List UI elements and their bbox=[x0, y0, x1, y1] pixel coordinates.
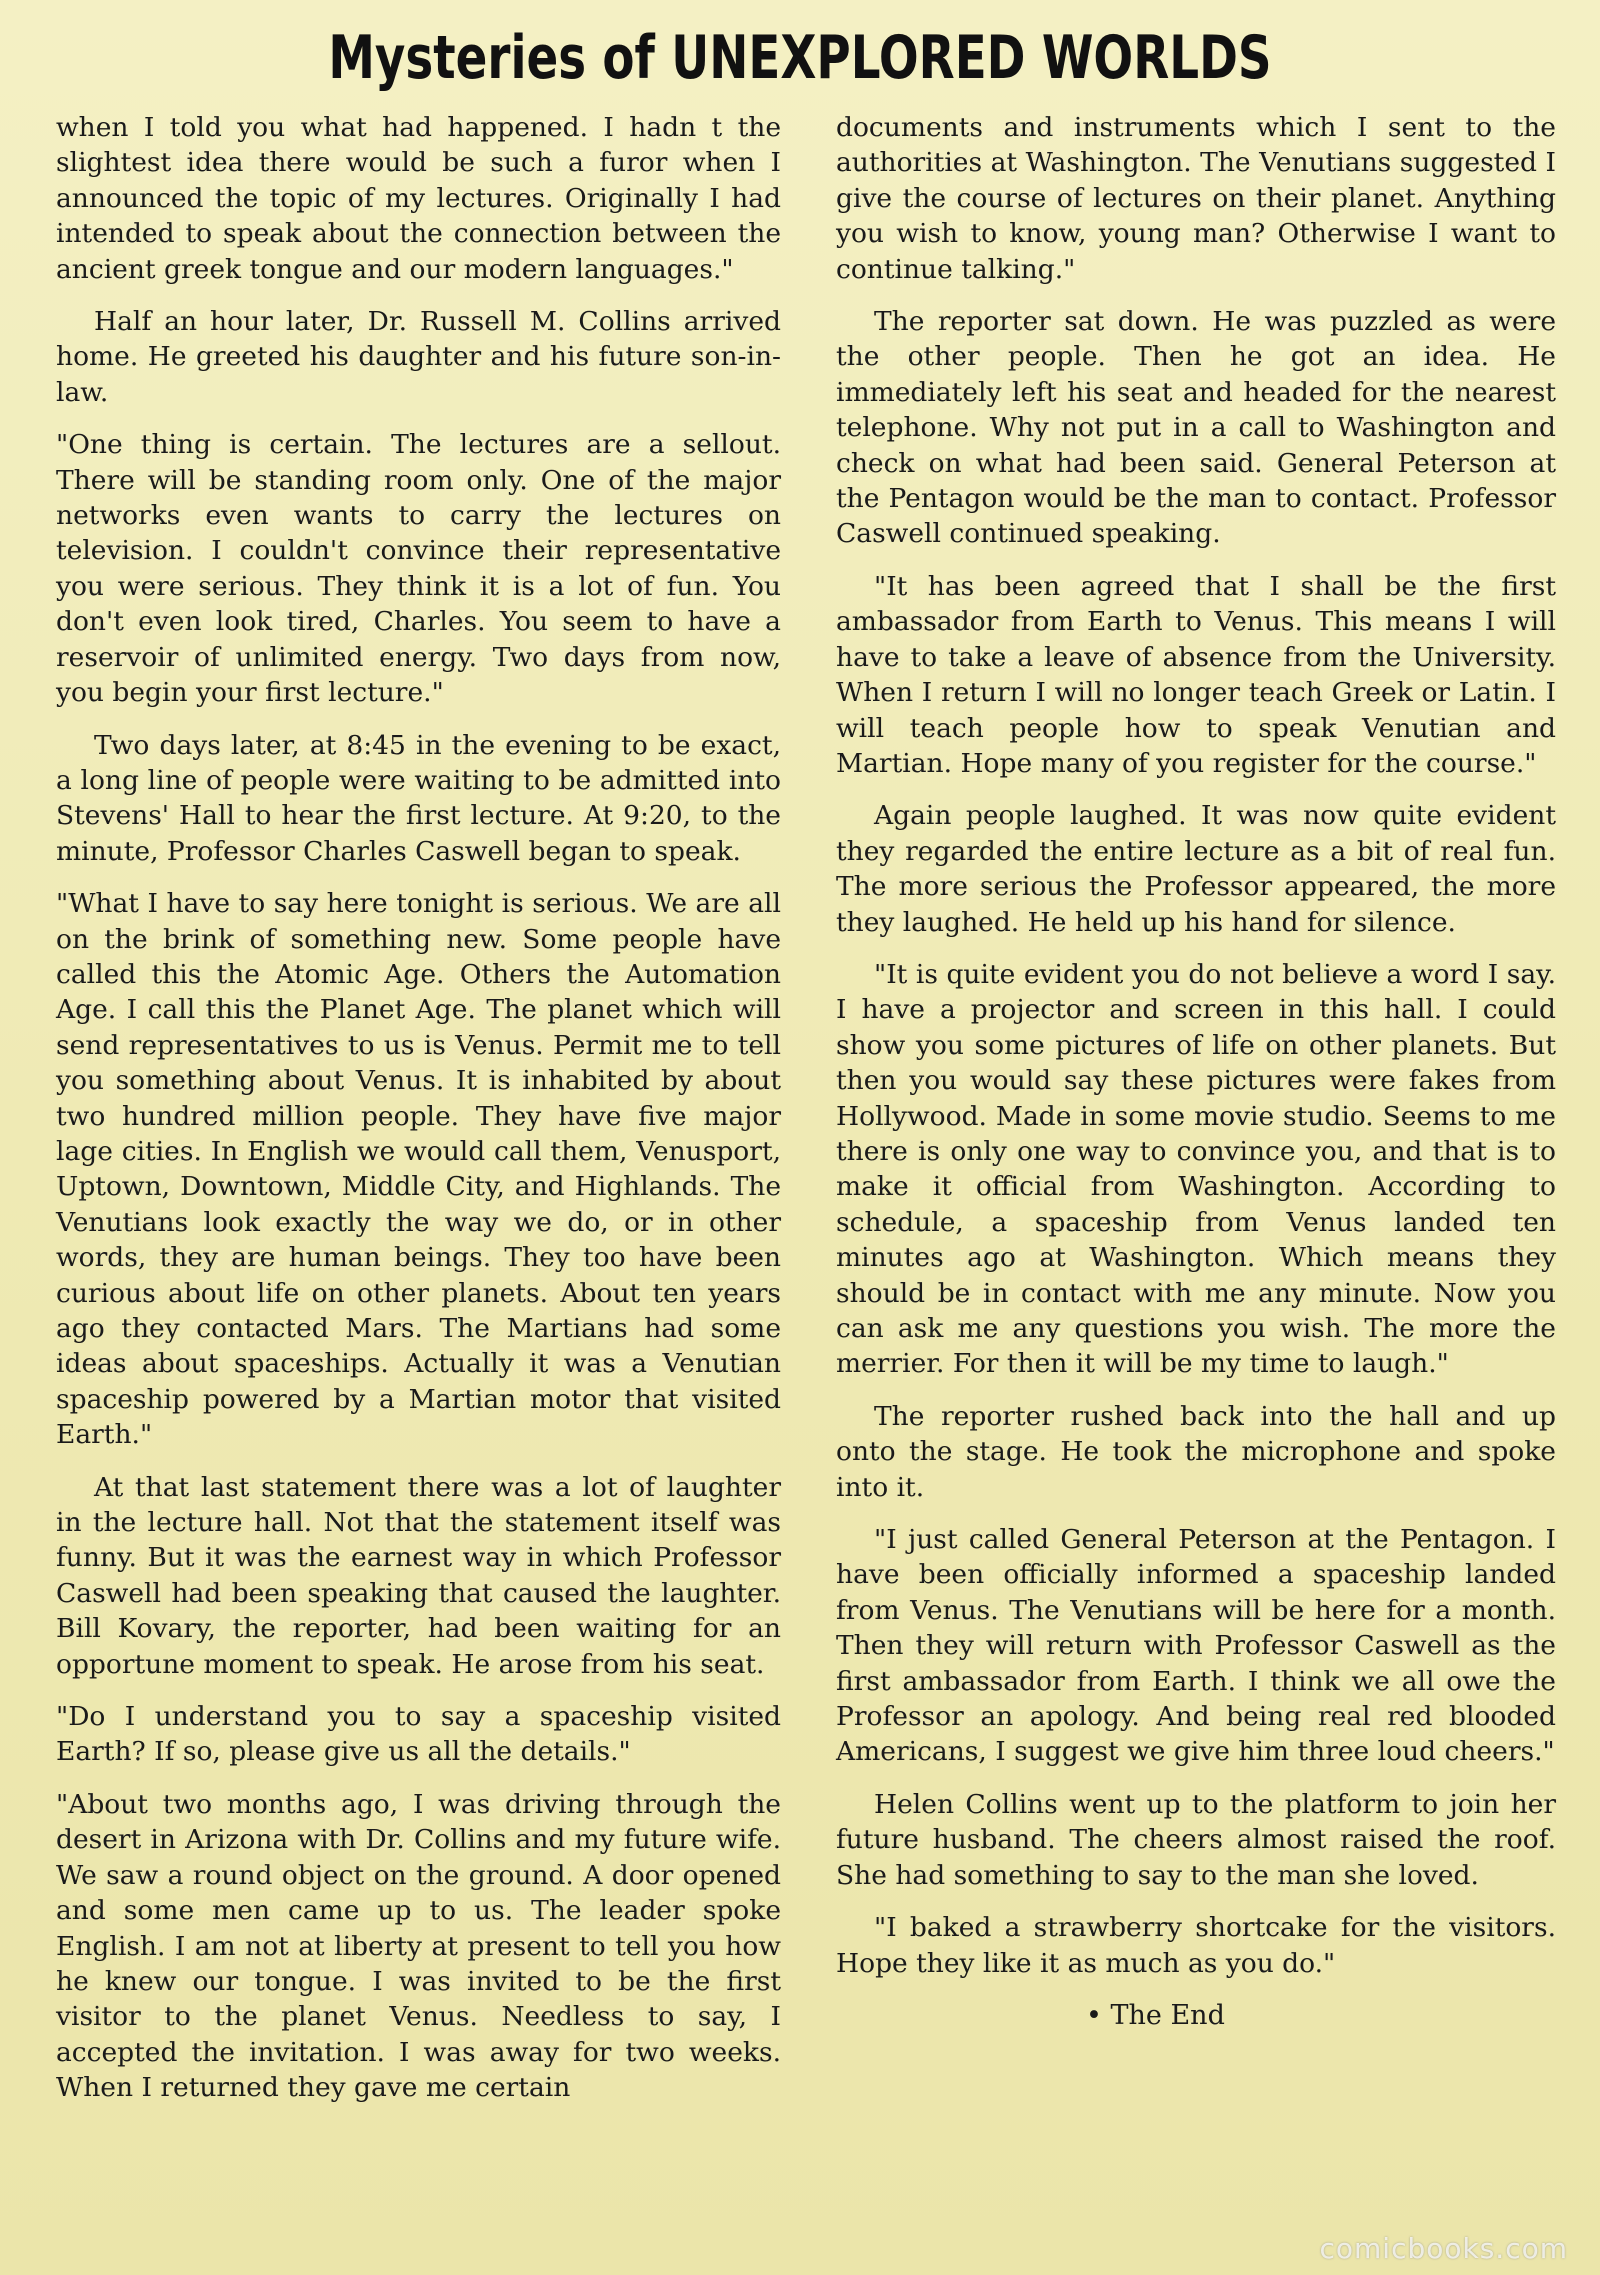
paragraph: "What I have to say here tonight is serious. We are all on the brink of something new. Some people have called this the Atomic Age. Others the Automation Age. I call this the Planet Age. The planet which will send representatives to us is Venus. Permit me to tell you something about Venus. It is inhabited by about two hundred million people. They have five major lage cities. In English we would call them, Venusport, Uptown, Downtown, Middle City, and Highlands. The Venutians look exactly the way we do, or in other words, they are human beings. They too have been curious about life on other planets. About ten years ago they contacted Mars. The Martians had some ideas about spaceships. Actually it was a Venutian spaceship powered by a Martian motor that visited Earth." bbox=[56, 888, 781, 1451]
right-column bbox=[836, 110, 1556, 2033]
paragraph: Helen Collins went up to the platform to join her future husband. The cheers almost raised the roof. She had something to say to the man she loved. bbox=[836, 1788, 1556, 1891]
left-column bbox=[56, 110, 781, 2123]
paragraph: At that last statement there was a lot of laughter in the lecture hall. Not that the statement itself was funny. But it was the earnest way in which Professor Caswell had been speaking that caused the laughter. Bill Kovary, the reporter, had been waiting for an opportune moment to speak. He arose from his seat. bbox=[56, 1471, 781, 1680]
paragraph: The reporter rushed back into the hall and up onto the stage. He took the microphone and spoke into it. bbox=[836, 1400, 1556, 1503]
the-end-marker: • The End bbox=[1086, 1999, 1225, 2031]
paragraph: when I told you what had happened. I hadn t the slightest idea there would be such a furor when I announced the topic of my lectures. Originally I had intended to speak about the connection between the ancient greek tongue and our modern languages." bbox=[56, 112, 781, 285]
paragraph: "One thing is certain. The lectures are a sellout. There will be standing room only. One of the major networks even wants to carry the lectures on television. I couldn't convince their representative you were serious. They think it is a lot of fun. You don't even look tired, Charles. You seem to have a reservoir of unlimited energy. Two days from now, you begin your first lecture." bbox=[56, 429, 781, 709]
paragraph: "It has been agreed that I shall be the first ambassador from Earth to Venus. This means I will have to take a leave of absence from the University. When I return I will no longer teach Greek or Latin. I will teach people how to speak Venutian and Martian. Hope many of you register for the course." bbox=[836, 570, 1556, 779]
paragraph: Half an hour later, Dr. Russell M. Collins arrived home. He greeted his daughter and his future son-in-law. bbox=[56, 306, 781, 408]
page-title: Mysteries of UNEXPLORED WORLDS bbox=[328, 23, 1272, 93]
paragraph: The reporter sat down. He was puzzled as were the other people. Then he got an idea. He immediately left his seat and headed for the nearest telephone. Why not put in a call to Washington and check on what had been said. General Peterson at the Pentagon would be the man to contact. Professor Caswell continued speaking. bbox=[836, 306, 1556, 550]
paragraph: "I just called General Peterson at the Pentagon. I have been officially informed a spaceship landed from Venus. The Venutians will be here for a month. Then they will return with Professor Caswell as the first ambassador from Earth. I think we all owe the Professor an apology. And being real red blooded Americans, I suggest we give him three loud cheers." bbox=[836, 1524, 1556, 1768]
watermark: comicbooks.com bbox=[1319, 2232, 1568, 2265]
paragraph: "It is quite evident you do not believe a word I say. I have a projector and screen in this hall. I could show you some pictures of life on other planets. But then you would say these pictures were fakes from Hollywood. Made in some movie studio. Seems to me there is only one way to convince you, and that is to make it official from Washington. According to schedule, a spaceship from Venus landed ten minutes ago at Washington. Which means they should be in contact with me any minute. Now you can ask me any questions you wish. The more the merrier. For then it will be my time to laugh." bbox=[836, 958, 1556, 1380]
paragraph: "About two months ago, I was driving through the desert in Arizona with Dr. Collins and my future wife. We saw a round object on the ground. A door opened and some men came up to us. The leader spoke English. I am not at liberty at present to tell you how he knew our tongue. I was invited to be the first visitor to the planet Venus. Needless to say, I accepted the invitation. I was away for two weeks. When I returned they gave me certain bbox=[56, 1788, 781, 2104]
paragraph: Again people laughed. It was now quite evident they regarded the entire lecture as a bit of real fun. The more serious the Professor appeared, the more they laughed. He held up his hand for silence. bbox=[836, 800, 1556, 938]
paragraph: Two days later, at 8:45 in the evening to be exact, a long line of people were waiting to be admitted into Stevens' Hall to hear the first lecture. At 9:20, to the minute, Professor Charles Caswell began to speak. bbox=[56, 729, 781, 867]
paragraph: "Do I understand you to say a spaceship visited Earth? If so, please give us all the details." bbox=[56, 1701, 781, 1768]
paragraph: documents and instruments which I sent to the authorities at Washington. The Venutians suggested I give the course of lectures on their planet. Anything you wish to know, young man? Otherwise I want to continue talking." bbox=[836, 112, 1556, 285]
paragraph: "I baked a strawberry shortcake for the visitors. Hope they like it as much as you do." bbox=[836, 1912, 1556, 1979]
